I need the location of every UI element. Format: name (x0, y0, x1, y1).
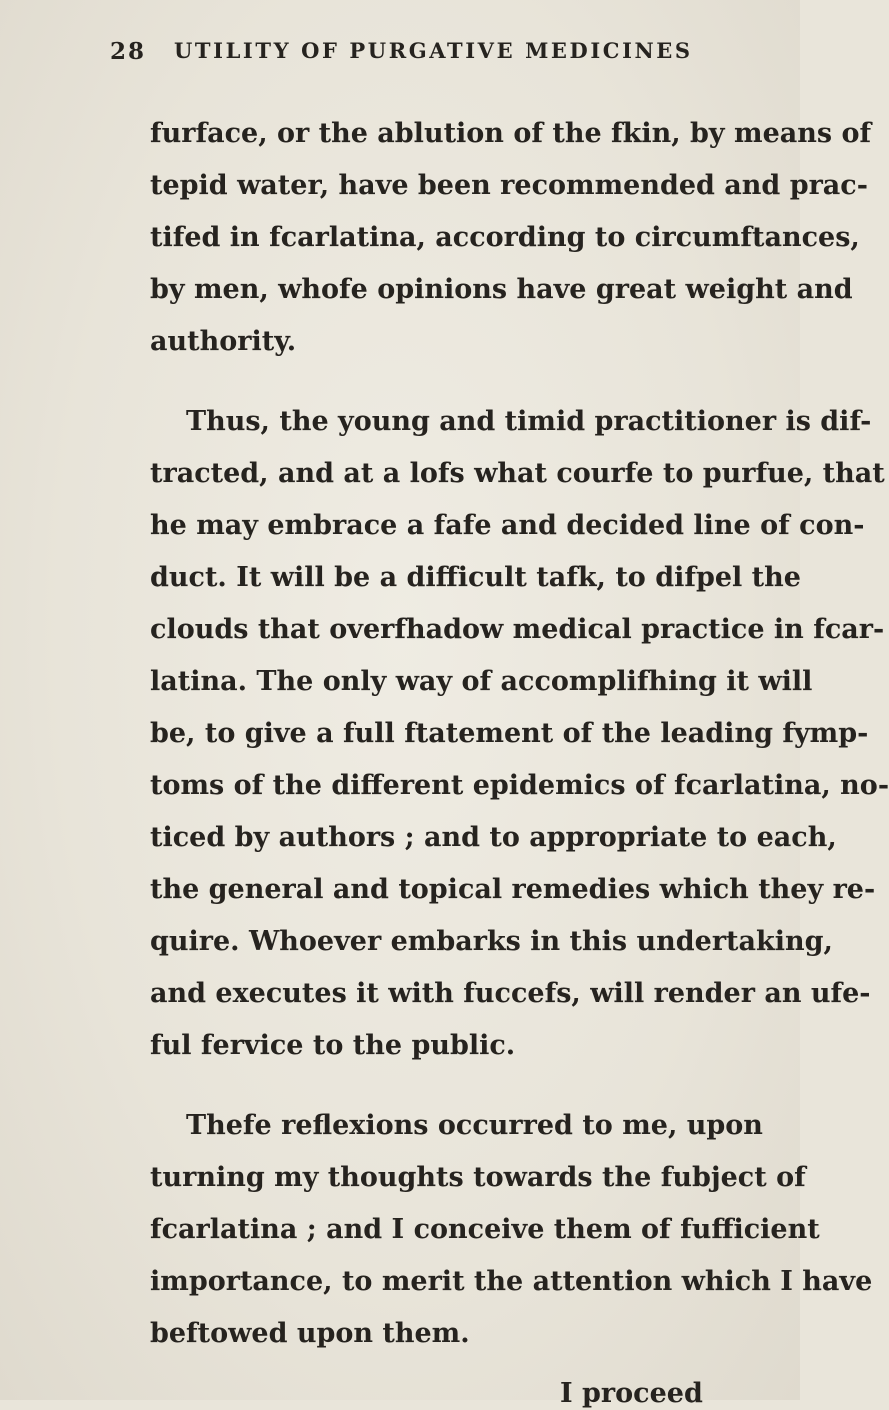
text-line: furface, or the ablution of the fkin, by means of (150, 118, 872, 149)
text-line: and executes it with fuccefs, will render an ufe- (150, 978, 871, 1009)
text-line: quire. Whoever embarks in this undertaking, (150, 926, 833, 957)
text-line: duct. It will be a difficult tafk, to difpel the (150, 562, 801, 593)
text-line: Thus, the young and timid practitioner is dif- (186, 406, 872, 437)
text-line: fcarlatina ; and I conceive them of fufficient (150, 1214, 820, 1245)
text-line: authority. (150, 326, 297, 357)
text-line: the general and topical remedies which they re- (150, 874, 876, 905)
text-line: by men, whofe opinions have great weight and (150, 274, 853, 305)
text-line: latina. The only way of accomplifhing it will (150, 666, 813, 697)
text-line: be, to give a full ftatement of the leading fymp- (150, 718, 869, 749)
text-line: he may embrace a fafe and decided line of con- (150, 510, 865, 541)
text-line: toms of the different epidemics of fcarlatina, no- (150, 770, 889, 801)
running-title: UTILITY OF PURGATIVE MEDICINES (174, 38, 693, 63)
text-line: ticed by authors ; and to appropriate to each, (150, 822, 837, 853)
page-number: 28 (110, 38, 147, 65)
text-line: Thefe reflexions occurred to me, upon (186, 1110, 763, 1141)
text-line: tracted, and at a lofs what courfe to purfue, that (150, 458, 885, 489)
text-line: ful fervice to the public. (150, 1030, 516, 1061)
text-line: turning my thoughts towards the fubject of (150, 1162, 806, 1193)
text-line: I proceed (560, 1378, 703, 1409)
text-line: beftowed upon them. (150, 1318, 470, 1349)
text-line: clouds that overfhadow medical practice in fcar- (150, 614, 885, 645)
text-line: tifed in fcarlatina, according to circumftances, (150, 222, 860, 253)
text-line: tepid water, have been recommended and prac- (150, 170, 868, 201)
text-line: importance, to merit the attention which I have (150, 1266, 873, 1297)
